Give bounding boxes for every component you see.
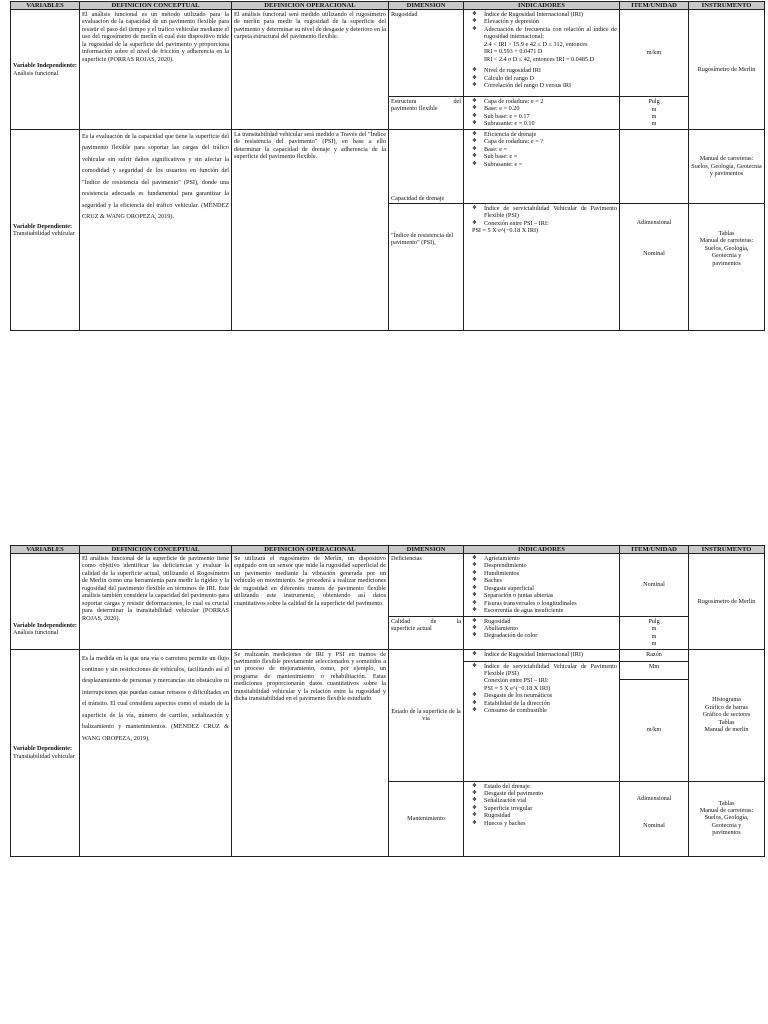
variable-type-label: Variable Independiente: xyxy=(13,62,77,70)
instrumento-tablas: Tablas Manual de carreteras: Suelos, Geología, Geotecnia y pavimentos xyxy=(689,781,765,856)
dimension-calidad: Calidad de la superficie actual xyxy=(389,616,464,649)
variable-dependiente-cell xyxy=(11,649,80,856)
unidad-drenaje xyxy=(620,130,689,204)
header-row xyxy=(11,546,765,554)
unidad-psi: Adimensional Nominal xyxy=(620,204,689,331)
indicator-item: ❖ Agrietamiento xyxy=(472,555,617,562)
definicion-conceptual-cell: Es la evaluación de la capacidad que tiene la superficie del pavimento flexible para soportar las cargas del tráfico vehicular sin sufrir daños significativos y sin afectar la comodidad y seguridad de los usuarios en función del "Índice de resistencia del pavimento" (PSI), donde una resistencia adecuada es fundamental para garantizar la seguridad y la eficiencia del tráfico vehicular. (MÉNDEZ CRUZ & WANG OROPEZA, 2019). xyxy=(80,130,232,331)
indicator-item: ❖ Abultamiento xyxy=(472,625,617,632)
indicator-item: ❖ Hundimientos xyxy=(472,570,617,577)
indicator-item: ❖ Subrasante: e = 0.10 xyxy=(472,120,617,127)
indicadores-deficiencias xyxy=(464,554,620,617)
header-operacional: DEFINICION OPERACIONAL xyxy=(232,546,389,554)
indicator-item: ❖ Fisuras transversales o longitudinales xyxy=(472,600,617,607)
indicator-item: ❖ Índice de Rugosidad Internacional (IRI) xyxy=(472,11,617,18)
indicator-item: ❖ Índice de serviciabilidad Vehicular de Pavimento Flexible (PSI) xyxy=(472,205,617,220)
unidad-deficiencias: Nominal xyxy=(620,554,689,617)
definicion-operacional-cell: La transitabilidad vehicular será medido a Través del "Índice de resistencia del pavimento" (PSI), en base a ello determinar la capacidad de drenaje y adherencia de la superficie del pavimento flexible. xyxy=(232,130,389,331)
dimension-deficiencias: Deficiencias xyxy=(389,554,464,617)
header-conceptual: DEFINICION CONCEPTUAL xyxy=(80,546,232,554)
header-variables: VARIABLES xyxy=(11,546,80,554)
unidad-razon: Razón xyxy=(620,649,689,661)
header-dimension: DIMENSION xyxy=(389,2,464,10)
indicator-formula: Conexión entre PSI – IRI: PSI = 5 X e^(−0.18 X IRI) xyxy=(484,677,551,692)
indicator-item: ❖ Nivel de rugosidad IRI xyxy=(472,67,617,74)
indicator-item: ❖ Base: e = 0.20 xyxy=(472,105,617,112)
header-unidad: ITEM/UNIDAD xyxy=(620,2,689,10)
variable-name: Transitabilidad vehicular xyxy=(13,752,75,760)
indicator-item: ❖ Separación o juntas abiertas xyxy=(472,592,617,599)
definicion-operacional-cell: Se utilizará el rugosímetro de Merlín, un dispositivo equipado con un sensor que mide la rugosidad superficial de un pavimento mediante la vibración generada por un vehículo en movimiento. Se procederá a realizar mediciones de rugosidad en diferentes tramos de pavimento flexible utilizando este instrumento, obteniendo así datos cuantitativos sobre la calidad de la superficie del pavimento. xyxy=(232,554,389,650)
indicator-item: ❖ Rugosidad xyxy=(472,618,617,625)
indicator-item: ❖ Subrasante: e = xyxy=(472,161,617,168)
header-row xyxy=(11,2,765,10)
indicadores-calidad xyxy=(464,616,620,649)
indicadores-psi xyxy=(464,661,620,781)
definicion-operacional-cell: El análisis funcional será medido utilizando el rugosímetro de merlín para medir la rugosidad de la superficie del pavimento y determinar su nivel de desgaste y deterioro en la carpeta estructural del pavimento flexible. xyxy=(232,10,389,130)
indicator-item: ❖ Señalización vial xyxy=(472,797,617,804)
indicadores-psi xyxy=(464,204,620,331)
header-instrumento: INSTRUMENTO xyxy=(689,546,765,554)
indicator-item: ❖ Superficie irregular xyxy=(472,805,617,812)
unidad-mm: Mm xyxy=(620,661,689,679)
indicadores-mantenimiento xyxy=(464,781,620,856)
instrumento-graficos: Histograma Gráfico de barras Gráfico de sectores Tablas Manual de merlín xyxy=(689,649,765,781)
variable-dependiente-cell xyxy=(11,130,80,331)
indicator-item: ❖ Sub base: e = xyxy=(472,153,617,160)
instrumento-manual: Manual de carreteras: Suelos, Geología, Geotecnia y pavimentos xyxy=(689,130,765,204)
header-variables: VARIABLES xyxy=(11,2,80,10)
indicator-item: ❖ Estado del drenaje xyxy=(472,783,617,790)
header-indicadores: INDICADORES xyxy=(464,2,620,10)
definicion-conceptual-cell: Es la medida en la que una vía o carretera permite un flujo continuo y sin restricciones de vehículos, facilitando así el desplazamiento de personas y mercancías sin obstáculos ni interrupciones que puedan causar retrasos o dificultades en el tránsito. El cual considera aspectos como el estado de la superficie de la vía, número de carriles, señalización y balizamiento y mantenimientos. (MÉNDEZ CRUZ & WANG OROPEZA, 2019). xyxy=(80,649,232,856)
indicator-formula: 2.4 < IRI > 15.9 e 42 ≤ D ≤ 312, entonces IRI = 0.593 + 0.0471 D IRI < 2.4 o D ≤ 42, entonces IRI = 0.0485 D xyxy=(484,40,595,63)
definicion-conceptual-cell: El análisis funcional es un método utilizado para la evaluación de la capacidad de un pavimento flexible para resistir el paso del tiempo y el tráfico vehicular mediante el uso del rugosímetro de merlín el cual éste dispositivo mide la rugosidad de la superficie del pavimento y proporciona información sobre el nivel de fricción y adherencia en la superficie (PORRAS ROJAS, 2020). xyxy=(80,10,232,130)
indicator-item: ❖ Elevación y depresión xyxy=(472,18,617,25)
indicator-item: ❖ Rugosidad xyxy=(472,812,617,819)
indicator-item: ❖ Adecuación de frecuencia con relación al índice de rugosidad internacional: xyxy=(472,26,617,41)
indicator-item: ❖ Desgaste de los neumáticos xyxy=(472,692,617,699)
variable-name: Análisis funcional xyxy=(13,629,59,637)
unidad-mantenimiento: Adimensional Nominal xyxy=(620,781,689,856)
instrumento-merlin: Rugosímetro de Merlin xyxy=(689,10,765,130)
indicadores-drenaje xyxy=(464,130,620,204)
dimension-psi: "Índice de resistencia del pavimento" (PSI), xyxy=(389,204,464,331)
header-indicadores: INDICADORES xyxy=(464,546,620,554)
variable-name: Análisis funcional xyxy=(13,69,59,77)
matrix-table-2 xyxy=(10,545,765,857)
indicator-formula: PSI = 5 X e^(−0.18 X IRI) xyxy=(472,227,539,235)
definicion-operacional-cell: Se realizarán mediciones de IRI y PSI en tramos de pavimento flexible previamente seleccionados y sometidos a un proceso de mejoramiento, como, por ejemplo, un programa de mantenimiento o rehabilitación. Estas mediciones proporcionarán datos cuantitativos sobre la transitabilidad vehicular y la relación entre la rugosidad y dicha transitabilidad en el pavimento flexible estudiado xyxy=(232,649,389,856)
indicadores-estructura xyxy=(464,97,620,130)
definicion-conceptual-cell: El análisis funcional de la superficie de pavimento tiene como objetivo identificar las deficiencias y evaluar la calidad de la superficie actual, utilizando el Rogosímetro de Merlin como una herramienta para medir la rigidez y la rugosidad del pavimento flexible en términos de IRI. Este análisis también considera la capacidad del pavimento para soportar cargas y resistir deformaciones, lo cual es crucial para determinar la transitabilidad vehicular (PORRAS ROJAS, 2020). xyxy=(80,554,232,650)
indicator-item: ❖ Correlación del rango D versus IRI xyxy=(472,82,617,89)
indicator-item: ❖ Estabilidad de la dirección xyxy=(472,700,617,707)
indicator-item: ❖ Huecos y baches xyxy=(472,820,617,827)
instrumento-merlin: Rugosímetro de Merlin xyxy=(689,554,765,650)
indicator-item: ❖ Consumo de combustible xyxy=(472,707,617,714)
indicator-item: ❖ Baches xyxy=(472,577,617,584)
variable-independiente-cell xyxy=(11,10,80,130)
indicadores-iri xyxy=(464,649,620,661)
dimension-estructura: Estructura del pavimento flexible xyxy=(389,97,464,130)
dimension-drenaje: Capacidad de drenaje xyxy=(389,130,464,204)
unidad-estructura: Pulg m m m xyxy=(620,97,689,130)
instrumento-tablas: Tablas Manual de carreteras: Suelos, Geología, Geotecnia y pavimentos xyxy=(689,204,765,331)
indicator-item: ❖ Cálculo del rango D xyxy=(472,75,617,82)
header-instrumento: INSTRUMENTO xyxy=(689,2,765,10)
dimension-rugosidad: Rugosidad xyxy=(389,10,464,97)
indicadores-rugosidad xyxy=(464,10,620,97)
dimension-estado: Estado de la superficie de la vía xyxy=(389,649,464,781)
indicator-item: ❖ Capa de rodadura: e = ? xyxy=(472,138,617,145)
variable-independiente-cell xyxy=(11,554,80,650)
indicator-item: ❖ Desgaste del pavimento xyxy=(472,790,617,797)
matrix-table-1 xyxy=(10,1,765,331)
unidad-calidad: Pulg m m m xyxy=(620,616,689,649)
indicator-item: ❖ Degradación de color xyxy=(472,632,617,639)
indicator-item: ❖ Conexión entre PSI – IRI: xyxy=(472,220,617,227)
header-dimension: DIMENSION xyxy=(389,546,464,554)
header-operacional: DEFINICION OPERACIONAL xyxy=(232,2,389,10)
indicator-item: ❖ Base: e = xyxy=(472,146,617,153)
unidad-rugosidad: m/km xyxy=(620,10,689,97)
dimension-mantenimiento: Mantenimiento xyxy=(389,781,464,856)
indicator-item: ❖ Capa de rodadura: e = 2 xyxy=(472,98,617,105)
unidad-mkm: m/km xyxy=(620,679,689,781)
variable-type-label: Variable Dependiente: xyxy=(13,745,73,753)
indicator-item: ❖ Eficiencia de drenaje xyxy=(472,131,617,138)
variable-type-label: Variable Independiente: xyxy=(13,621,77,629)
header-conceptual: DEFINICION CONCEPTUAL xyxy=(80,2,232,10)
variable-name: Transitabilidad vehicular xyxy=(13,230,75,237)
indicator-item: ❖ Desgaste superficial xyxy=(472,585,617,592)
indicator-item: ❖ Sub base: e = 0.17 xyxy=(472,113,617,120)
indicator-item: ❖ Índice de Rugosidad Internacional (IRI) xyxy=(472,651,617,658)
indicator-item: ❖ Índice de serviciabilidad Vehicular de Pavimento Flexible (PSI) xyxy=(472,663,617,678)
variable-type-label: Variable Dependiente: xyxy=(13,222,73,230)
header-unidad: ITEM/UNIDAD xyxy=(620,546,689,554)
indicator-item: ❖ Desprendimiento xyxy=(472,562,617,569)
indicator-item: ❖ Escorrentía de agua insuficiente xyxy=(472,607,617,614)
